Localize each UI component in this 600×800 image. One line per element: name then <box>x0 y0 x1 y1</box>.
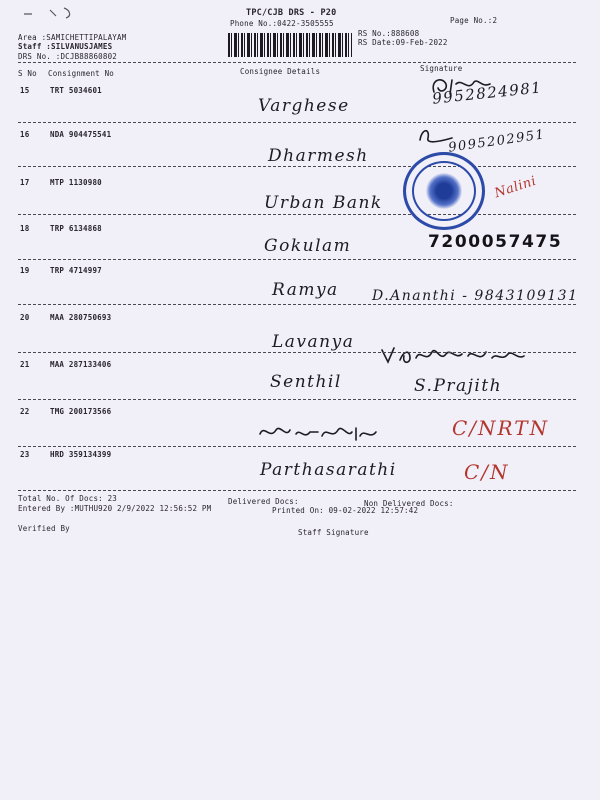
stamp-emblem <box>426 173 462 209</box>
row-consignee-handwriting: Dharmesh <box>268 146 369 166</box>
row-consignment: TRT 5034601 <box>50 86 102 95</box>
row-consignee-handwriting: Varghese <box>258 96 350 116</box>
row-consignee-handwriting: Ramya <box>272 280 339 300</box>
row-signature-handwriting: 9952824981 <box>431 78 544 108</box>
row-sno: 19 <box>20 266 30 275</box>
row-consignment: TMG 200173566 <box>50 407 112 416</box>
non-delivered-docs: Non Delivered Docs: <box>364 499 454 508</box>
column-header-consignment: Consignment No <box>48 69 115 78</box>
staff-signature-label: Staff Signature <box>298 528 369 537</box>
verified-by-label: Verified By <box>18 524 70 533</box>
row-divider <box>18 259 576 260</box>
column-header-consignee: Consignee Details <box>240 67 321 76</box>
row-signature-handwriting: D.Ananthi - 9843109131 <box>372 288 579 304</box>
row-consignee-handwriting: Parthasarathi <box>260 460 397 480</box>
row-consignee-handwriting: Lavanya <box>272 332 355 352</box>
row-sno: 16 <box>20 130 30 139</box>
entered-by: Entered By :MUTHU920 2/9/2022 12:56:52 PM <box>18 504 212 513</box>
row-divider <box>18 352 576 353</box>
row-signature-handwriting: Nalini <box>492 173 539 202</box>
row-consignee-handwriting: Urban Bank <box>264 193 383 213</box>
post-office-seal-stamp <box>403 152 485 230</box>
row-sno: 23 <box>20 450 30 459</box>
row-sno: 22 <box>20 407 30 416</box>
row-sno: 17 <box>20 178 30 187</box>
row-signature-handwriting: C/N <box>464 460 510 484</box>
row-consignment: MTP 1130980 <box>50 178 102 187</box>
row-divider <box>18 446 576 447</box>
column-header-sno: S No <box>18 69 37 78</box>
row-consignment: TRP 6134868 <box>50 224 102 233</box>
row-consignment: TRP 4714997 <box>50 266 102 275</box>
row-divider <box>18 304 576 305</box>
staff-label: Staff :SILVANUSJAMES <box>18 42 113 51</box>
row-consignment: NDA 904475541 <box>50 130 112 139</box>
header-divider <box>18 62 576 63</box>
row-divider <box>18 214 576 215</box>
row-consignment: HRD 359134399 <box>50 450 112 459</box>
row-signature-scribble <box>416 124 456 146</box>
row-consignee-handwriting: Senthil <box>270 372 342 392</box>
rs-date: RS Date:09-Feb-2022 <box>358 38 448 47</box>
page-number: Page No.:2 <box>450 16 498 25</box>
row-divider <box>18 399 576 400</box>
scan-marks <box>20 6 80 20</box>
table-bottom-divider <box>18 490 576 491</box>
row-consignee-scribble <box>256 418 386 444</box>
row-sno: 18 <box>20 224 30 233</box>
row-signature-scribble <box>428 74 498 98</box>
row-divider <box>18 122 576 123</box>
phone-number: Phone No.:0422-3505555 <box>230 19 334 28</box>
row-consignment: MAA 287133406 <box>50 360 112 369</box>
row-signature-handwriting: 7200057475 <box>428 232 563 252</box>
document-title: TPC/CJB DRS - P20 <box>246 8 337 18</box>
rs-number: RS No.:888608 <box>358 29 420 38</box>
barcode <box>228 33 352 57</box>
row-signature-handwriting: C/NRTN <box>452 416 550 440</box>
row-consignee-handwriting: Gokulam <box>264 236 352 256</box>
area-label: Area :SAMICHETTIPALAYAM <box>18 33 127 42</box>
row-signature-handwriting: S.Prajith <box>414 376 503 396</box>
row-signature-handwriting: 9095202951 <box>447 127 547 156</box>
row-sno: 15 <box>20 86 30 95</box>
row-sno: 20 <box>20 313 30 322</box>
printed-on: Printed On: 09-02-2022 12:57:42 <box>272 506 419 515</box>
column-header-signature: Signature <box>420 64 463 73</box>
total-docs: Total No. Of Docs: 23 <box>18 494 118 503</box>
delivered-docs: Delivered Docs: <box>228 497 299 506</box>
row-consignment: MAA 280750693 <box>50 313 112 322</box>
drs-number: DRS No. :DCJB88860802 <box>18 52 118 61</box>
row-sno: 21 <box>20 360 30 369</box>
row-divider <box>18 166 576 167</box>
